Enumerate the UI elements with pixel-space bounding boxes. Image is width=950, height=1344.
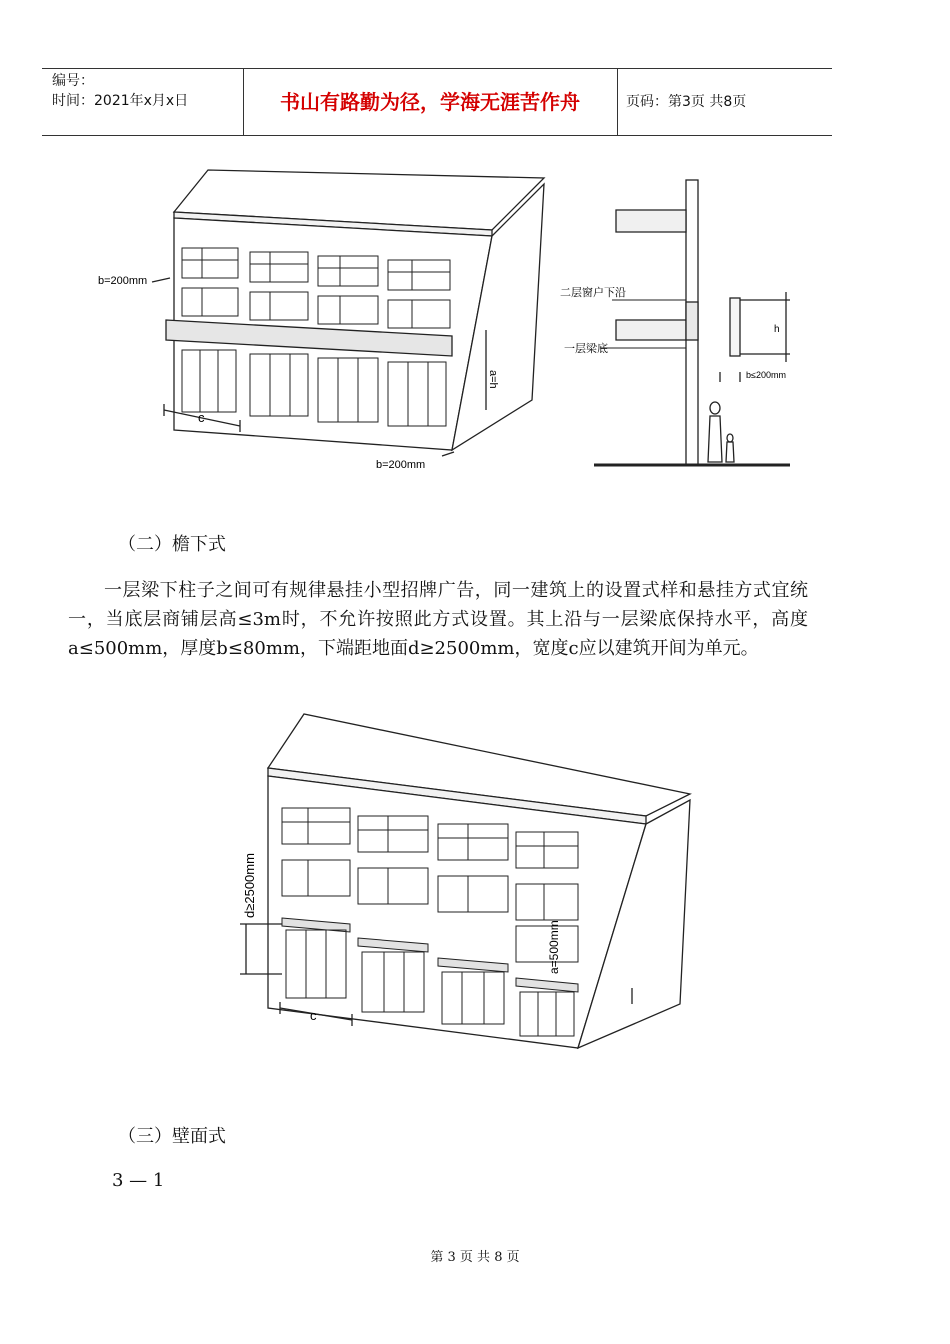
header-motto: 书山有路勤为径，学海无涯苦作舟: [280, 90, 580, 114]
section-3-title: （三）壁面式: [118, 1126, 226, 1147]
header-page-label: 页码：第3页 共8页: [626, 94, 747, 110]
c-label: c: [310, 1008, 317, 1023]
second-floor-window-label: 二层窗户下沿: [560, 287, 626, 299]
page-footer: 第 3 页 共 8 页: [430, 1250, 520, 1265]
b-le-label: b≤200mm: [746, 370, 786, 380]
number-label: 编号：: [52, 73, 94, 89]
header-divider: [617, 69, 618, 135]
section-detail-figure: [560, 172, 800, 472]
page-header: [42, 68, 832, 136]
c-label: c: [198, 410, 205, 425]
building-fascia-figure: [90, 160, 570, 480]
building-eave-figure: [228, 708, 708, 1068]
b-bottom-label: b=200mm: [376, 459, 426, 471]
header-meta: [52, 71, 242, 111]
first-floor-beam-label: 一层梁底: [564, 343, 608, 355]
a-eq-h-label: a=h: [487, 370, 499, 389]
a-eq-label: a=500mm: [547, 920, 561, 974]
section-2-title: （二）檐下式: [118, 534, 226, 555]
section-3-sub: 3 — 1: [112, 1170, 165, 1191]
section-2-body: 一层梁下柱子之间可有规律悬挂小型招牌广告，同一建筑上的设置式样和悬挂方式宜统一，当底层商铺层高≤3m时，不允许按照此方式设置。其上沿与一层梁底保持水平，高度a≤500mm，厚度b≤80mm，下端距地面d≥2500mm，宽度c应以建筑开间为单元。: [68, 580, 808, 659]
b-top-label: b=200mm: [98, 275, 148, 287]
d-ge-label: d≥2500mm: [242, 853, 257, 918]
time-label: 时间：2021年x月x日: [52, 93, 189, 109]
h-label: h: [774, 324, 780, 335]
